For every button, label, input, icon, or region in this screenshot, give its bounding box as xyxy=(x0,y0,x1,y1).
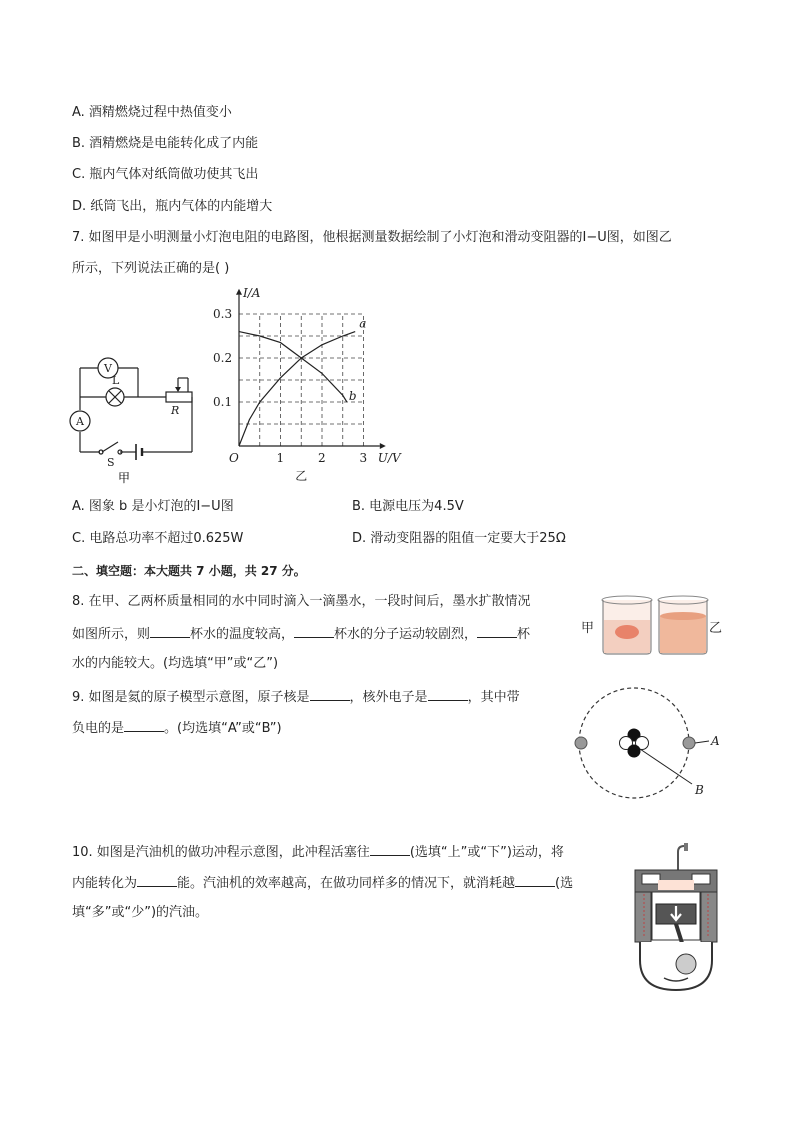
q7-option-b: B. 电源电压为4.5V xyxy=(352,499,464,514)
q10-line1: 10. 如图是汽油机的做功冲程示意图，此冲程活塞往 (选填“上”或“下”)运动，将 xyxy=(72,842,564,862)
y-tick-label: 0.1 xyxy=(213,395,233,409)
x-tick-label: 1 xyxy=(276,451,285,465)
y-axis-arrow xyxy=(236,289,242,295)
q6-option-d: D. 纸筒飞出，瓶内气体的内能增大 xyxy=(72,199,273,214)
section-title: 二、填空题：本大题共 7 小题，共 27 分。 xyxy=(72,564,306,578)
crankshaft xyxy=(676,954,696,974)
q8-line3: 水的内能较大。(均选填“甲”或“乙”) xyxy=(72,656,279,671)
q10-blank-1[interactable] xyxy=(370,842,410,856)
beaker-label-yi: 乙 xyxy=(709,621,723,636)
label-l: L xyxy=(112,374,120,387)
beaker-label-jia: 甲 xyxy=(581,621,595,636)
fig-jia-caption: 甲 xyxy=(118,471,131,485)
label-r: R xyxy=(171,404,180,417)
q6-option-a: A. 酒精燃烧过程中热值变小 xyxy=(72,105,232,120)
engine-figure xyxy=(630,838,725,998)
x-tick-label: 3 xyxy=(359,451,368,465)
chart-title: 乙 xyxy=(295,469,308,483)
y-axis-label: I/A xyxy=(243,285,261,300)
q7-stem-line2: 所示，下列说法正确的是( ) xyxy=(72,261,230,276)
electron-orbit xyxy=(579,688,689,798)
atom-model xyxy=(572,680,732,805)
series-line-a xyxy=(239,332,355,446)
ink-drop xyxy=(615,625,639,639)
iu-chart xyxy=(205,284,430,494)
q6-option-c: C. 瓶内气体对纸筒做功使其飞出 xyxy=(72,167,259,182)
label-a: A xyxy=(76,415,84,428)
q9-blank-3[interactable] xyxy=(124,718,164,732)
q10-blank-3[interactable] xyxy=(515,873,555,887)
label-s: S xyxy=(107,456,115,469)
q7-option-a: A. 图象 b 是小灯泡的I−U图 xyxy=(72,499,234,514)
q8-line1: 8. 在甲、乙两杯质量相同的水中同时滴入一滴墨水，一段时间后，墨水扩散情况 xyxy=(72,594,531,609)
label-a: A xyxy=(711,734,720,748)
beaker-yi xyxy=(658,596,708,654)
q6-option-b: B. 酒精燃烧是电能转化成了内能 xyxy=(72,136,259,151)
q9-blank-2[interactable] xyxy=(428,687,468,701)
q9-line1: 9. 如图是氦的原子模型示意图，原子核是 ，核外电子是 ，其中带 xyxy=(72,687,520,707)
y-tick-label: 0.3 xyxy=(213,307,233,321)
q9-blank-1[interactable] xyxy=(310,687,350,701)
label-v: V xyxy=(104,362,112,375)
q9-line2: 负电的是 。(均选填“A”或“B”) xyxy=(72,718,282,738)
circuit-diagram xyxy=(66,340,196,490)
x-tick-label: 2 xyxy=(318,451,326,465)
q10-line3: 填“多”或“少”)的汽油。 xyxy=(72,905,209,920)
series-line-b xyxy=(239,332,347,402)
q10-blank-2[interactable] xyxy=(137,873,177,887)
y-tick-label: 0.2 xyxy=(213,351,233,365)
series-label-b: b xyxy=(348,389,357,403)
electron-right xyxy=(683,737,695,749)
origin-label: O xyxy=(229,451,239,465)
nucleus xyxy=(620,729,649,758)
beakers-figure xyxy=(577,590,727,660)
beaker-jia xyxy=(602,596,652,654)
x-axis-arrow xyxy=(380,443,386,449)
q7-option-d: D. 滑动变阻器的阻值一定要大于25Ω xyxy=(352,531,566,546)
electron-left xyxy=(575,737,587,749)
q7-stem-line1: 7. 如图甲是小明测量小灯泡电阻的电路图，他根据测量数据绘制了小灯泡和滑动变阻器的I−U图，如图乙 xyxy=(72,230,672,245)
q10-line2: 内能转化为 能。汽油机的效率越高，在做功同样多的情况下，就消耗越 (选 xyxy=(72,873,573,893)
label-b: B xyxy=(695,783,704,797)
q8-line2: 如图所示，则 杯水的温度较高， 杯水的分子运动较剧烈， 杯 xyxy=(72,624,530,644)
q8-blank-3[interactable] xyxy=(477,624,517,638)
q7-option-c: C. 电路总功率不超过0.625W xyxy=(72,531,244,546)
q8-blank-1[interactable] xyxy=(150,624,190,638)
q8-blank-2[interactable] xyxy=(294,624,334,638)
series-label-a: a xyxy=(359,316,367,331)
x-axis-label: U/V xyxy=(377,451,401,465)
